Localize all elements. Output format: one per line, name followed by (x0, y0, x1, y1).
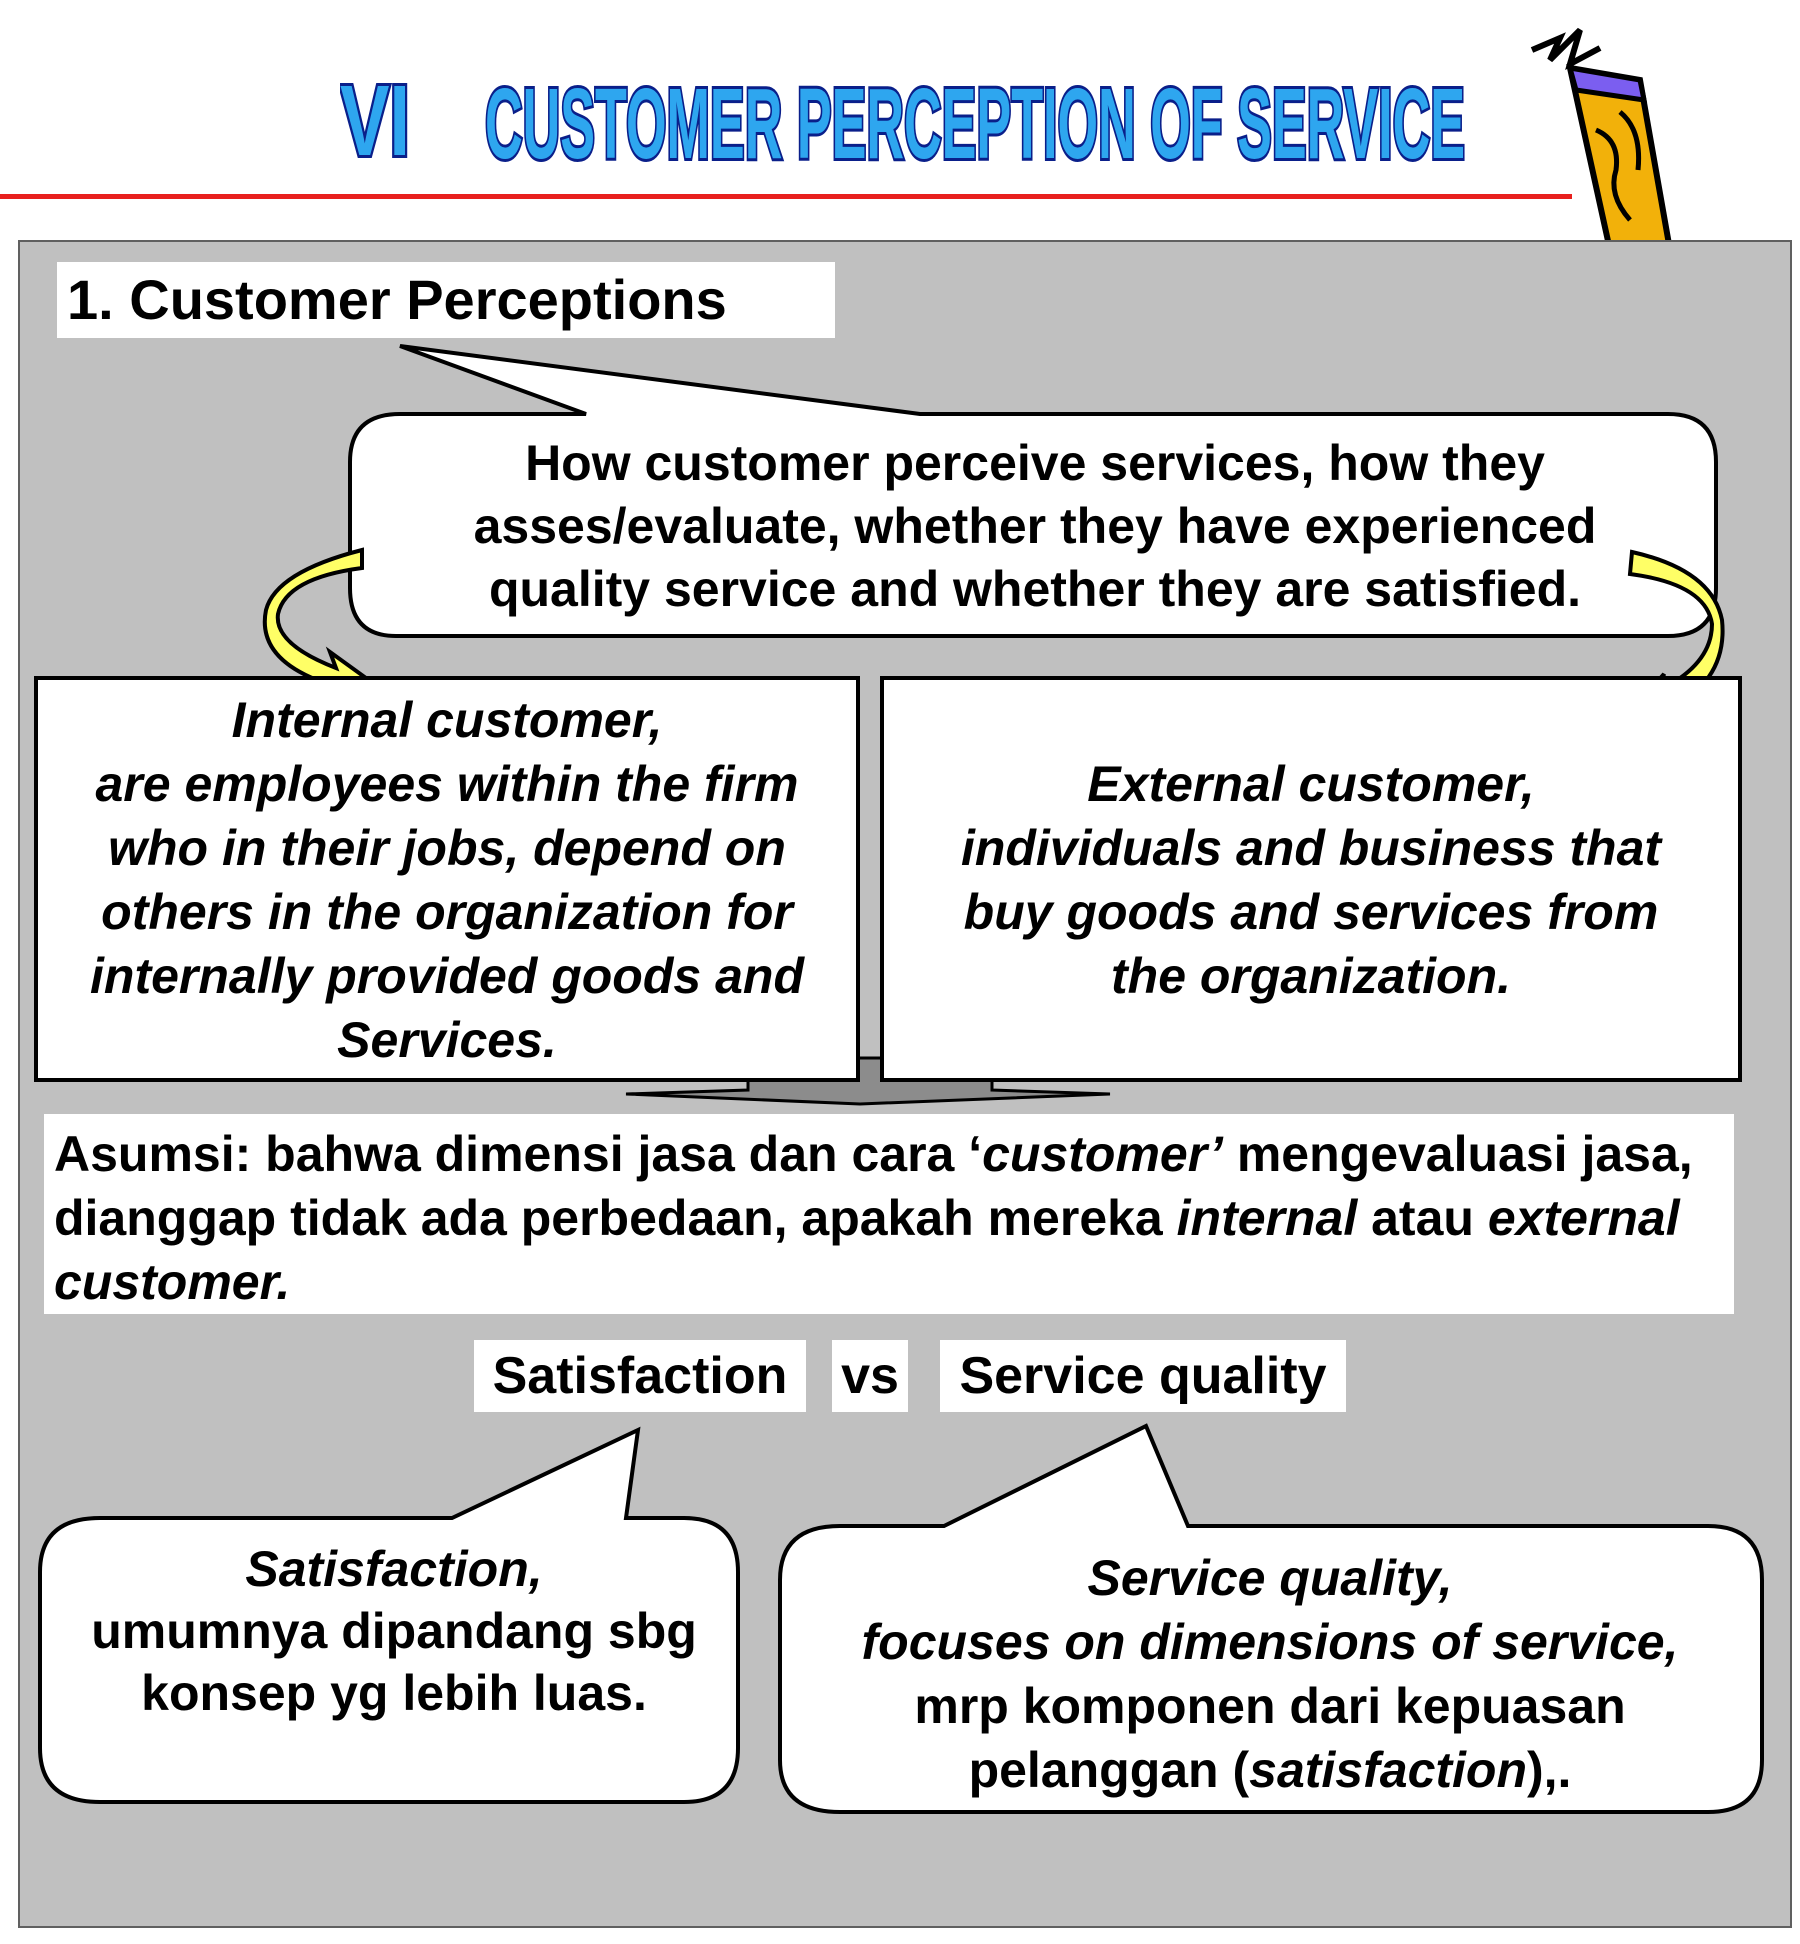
sq-line-part: ),. (1527, 1742, 1572, 1798)
internal-line: Services. (337, 1012, 557, 1068)
service-quality-callout-title: Service quality, (1087, 1550, 1453, 1606)
assumption-part-italic: internal (1176, 1190, 1358, 1246)
external-line: the organization. (1111, 948, 1511, 1004)
internal-line: who in their jobs, depend on (108, 820, 786, 876)
assumption-part: atau (1357, 1190, 1488, 1246)
satisfaction-callout-line: konsep yg lebih luas. (141, 1665, 647, 1721)
assumption-part: Asumsi: bahwa dimensi jasa dan cara ‘ (54, 1126, 983, 1182)
satisfaction-callout-line: umumnya dipandang sbg (91, 1603, 697, 1659)
assumption-part-italic: external customer. (54, 1190, 1680, 1310)
service-quality-callout-line: mrp komponen dari kepuasan (914, 1678, 1626, 1734)
internal-line: Internal customer, (231, 692, 663, 748)
service-quality-label: Service quality (940, 1340, 1346, 1412)
title-roman: VI (340, 65, 410, 177)
external-line: individuals and business that (960, 820, 1662, 876)
external-customer-text (890, 752, 1732, 1008)
external-line: External customer, (1087, 756, 1535, 812)
title-text: CUSTOMER PERCEPTION OF SERVICE (485, 68, 1465, 180)
internal-customer-text (44, 688, 850, 1072)
internal-line: others in the organization for (101, 884, 793, 940)
top-callout-line: asses/evaluate, whether they have experienced (473, 498, 1597, 554)
assumption-text (44, 1114, 1734, 1314)
top-callout-line: How customer perceive services, how they (525, 435, 1545, 491)
vs-label: vs (832, 1340, 908, 1412)
sq-line-part: pelanggan ( (968, 1742, 1250, 1798)
service-quality-callout-text (780, 1546, 1760, 1802)
external-line: buy goods and services from (963, 884, 1659, 940)
internal-line: are employees within the firm (95, 756, 799, 812)
top-callout-line: quality service and whether they are satisfied. (488, 561, 1582, 617)
internal-line: internally provided goods and (90, 948, 804, 1004)
satisfaction-label: Satisfaction (474, 1340, 806, 1412)
service-quality-callout-line (780, 1738, 1760, 1802)
satisfaction-callout-text (44, 1538, 744, 1724)
assumption-part: mengevaluasi jasa, dianggap tidak ada perbedaan, apakah mereka (54, 1126, 1693, 1246)
top-callout-text (360, 432, 1710, 621)
satisfaction-callout-title: Satisfaction, (245, 1541, 543, 1597)
sq-line-part-italic: satisfaction (1249, 1742, 1527, 1798)
assumption-part-italic: customer’ (982, 1126, 1223, 1182)
section-heading: 1. Customer Perceptions (57, 262, 835, 338)
service-quality-callout-line: focuses on dimensions of service, (861, 1614, 1679, 1670)
